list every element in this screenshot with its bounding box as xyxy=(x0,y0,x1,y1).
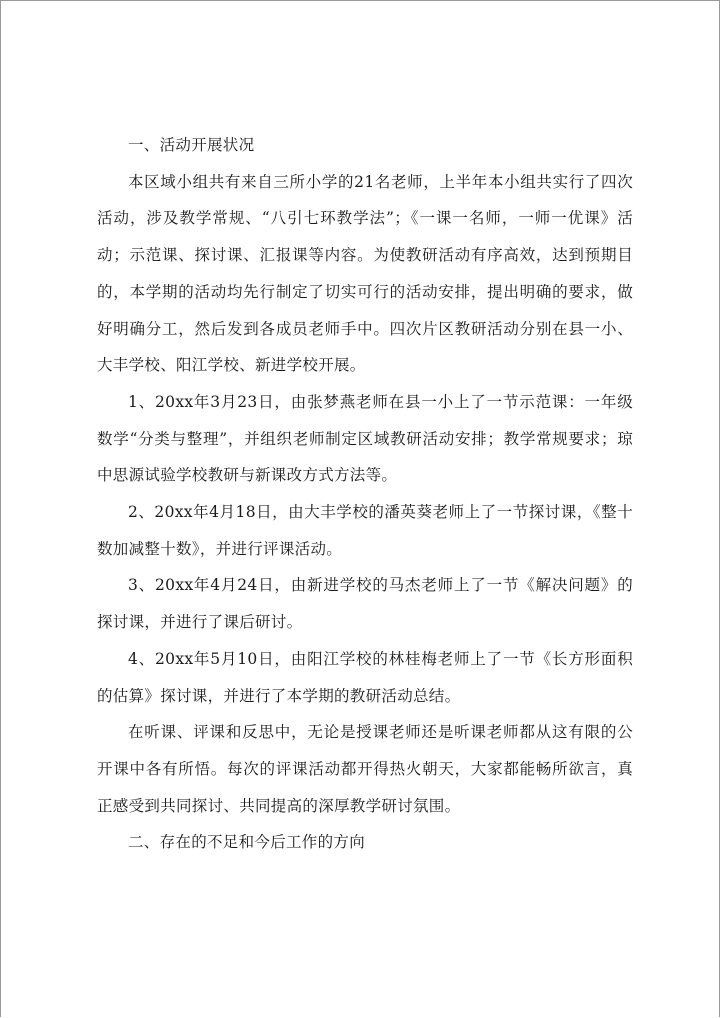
paragraph-reflection: 在听课、评课和反思中，无论是授课老师还是听课老师都从这有限的公开课中各有所悟。每次的评课活动都开得热火朝天，大家都能畅所欲言，真正感受到共同探讨、共同提高的深厚教学研讨氛围。 xyxy=(97,723,633,815)
section-heading-2: 二、存在的不足和今后工作的方向 xyxy=(128,833,366,852)
paragraph-activity-3: 3、20xx年4月24日，由新进学校的马杰老师上了一节《解决问题》的探讨课，并进行了课后研讨。 xyxy=(97,576,633,632)
section-heading-1: 一、活动开展状况 xyxy=(128,136,255,154)
paragraph-activity-1: 1、20xx年3月23日，由张梦燕老师在县一小上了一节示范课：一年级数学“分类与整理”，并组织老师制定区域教研活动安排；教学常规要求；琼中思源试验学校教研与新课改方式方法等。 xyxy=(97,392,633,485)
paragraph-overview: 本区域小组共有来自三所小学的21名老师，上半年本小组共实行了四次活动，涉及教学常规、“八引七环教学法”；《一课一名师，一师一优课》活动；示范课、探讨课、汇报课等内容。为使教研活动有序高效，达到预期目的，本学期的活动均先行制定了切实可行的活动安排，提出明确的要求，做好明确分工，然后发到各成员老师手中。四次片区教研活动分别在县一小、大丰学校、阳江学校、新进学校开展。 xyxy=(97,172,633,375)
paragraph-activity-2: 2、20xx年4月18日，由大丰学校的潘英葵老师上了一节探讨课，《整十数加减整十数》，并进行评课活动。 xyxy=(97,503,633,558)
paragraph-activity-4: 4、20xx年5月10日，由阳江学校的林桂梅老师上了一节《长方形面积的估算》探讨课，并进行了本学期的教研活动总结。 xyxy=(97,649,633,705)
document-body xyxy=(97,127,633,861)
